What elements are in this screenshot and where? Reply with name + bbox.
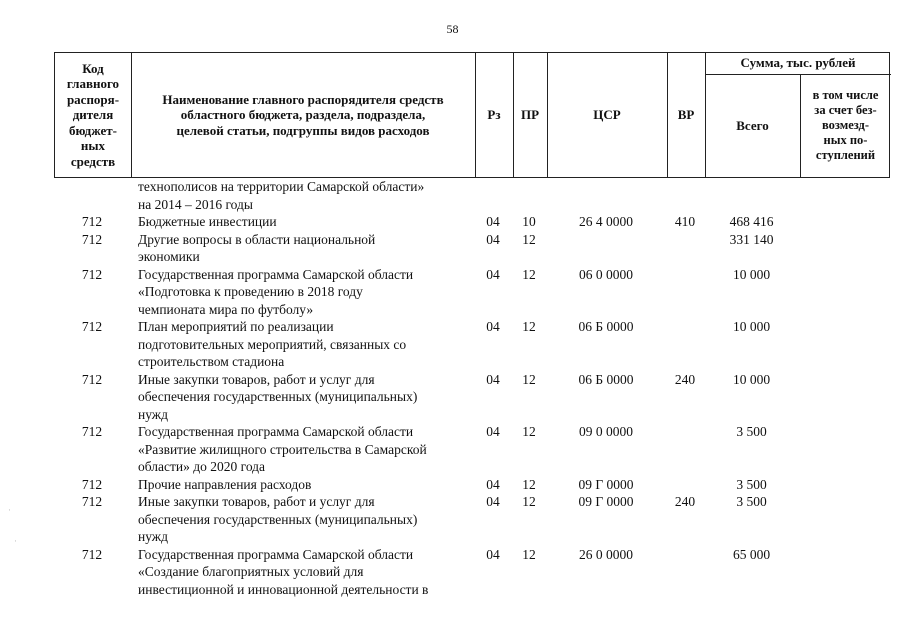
row-pr: 12	[522, 231, 536, 247]
row-code: 712	[81, 476, 103, 492]
table-row	[54, 476, 890, 494]
row-pr: 12	[522, 476, 536, 492]
row-name: Иные закупки товаров, работ и услуг для обеспечения государственных (муниципальных) нужд	[138, 371, 418, 422]
header-name: Наименование главного распорядителя средств областного бюджета, раздела, подраздела, целевой статьи, подгруппы видов расходов	[162, 91, 444, 138]
header-code: Код главного распоря- дителя бюджет- ных средств	[66, 60, 120, 169]
row-code: 712	[81, 424, 103, 439]
scan-artifact: ·	[14, 536, 17, 546]
row-csr: 09 0 0000	[579, 424, 633, 439]
row-rz: 04	[486, 371, 500, 387]
row-name: Другие вопросы в области национальной экономики	[138, 231, 376, 264]
row-name: Прочие направления расходов	[138, 476, 312, 492]
row-pr: 12	[522, 371, 536, 387]
row-total: 10 000	[732, 371, 771, 387]
table-row	[54, 266, 890, 319]
row-rz: 04	[486, 231, 500, 247]
table-row	[54, 493, 890, 546]
row-total: 3 500	[736, 494, 767, 509]
row-total: 10 000	[732, 319, 771, 334]
row-vr: 240	[674, 494, 696, 509]
row-total: 3 500	[736, 476, 767, 492]
table-header	[54, 52, 890, 178]
row-pr: 12	[522, 424, 536, 439]
header-gratuitous: в том числе за счет без- возмезд- ных по- ступлений	[812, 88, 879, 162]
header-vr: ВР	[677, 107, 695, 123]
row-code: 712	[81, 214, 103, 229]
row-name: Иные закупки товаров, работ и услуг для обеспечения государственных (муниципальных) нужд	[138, 494, 418, 544]
header-sum: Сумма, тыс. рублей	[740, 55, 856, 71]
row-pr: 12	[522, 494, 536, 509]
row-total: 3 500	[736, 424, 767, 439]
row-total: 468 416	[729, 214, 774, 229]
row-rz: 04	[486, 424, 500, 439]
header-total: Всего	[736, 117, 769, 133]
table-row	[54, 178, 890, 213]
row-csr: 26 0 0000	[579, 546, 633, 562]
row-csr: 06 Б 0000	[578, 371, 634, 387]
header-pr: ПР	[520, 107, 540, 123]
row-csr: 26 4 0000	[579, 214, 633, 229]
row-vr: 410	[674, 214, 696, 229]
row-name: План мероприятий по реализации подготовительных мероприятий, связанных со строительством стадиона	[138, 319, 407, 369]
row-rz: 04	[486, 266, 500, 282]
row-total: 65 000	[732, 546, 771, 562]
row-csr: 09 Г 0000	[578, 494, 634, 509]
row-csr: 09 Г 0000	[578, 476, 634, 492]
row-pr: 12	[522, 319, 536, 334]
table-row	[54, 423, 890, 476]
row-name: Государственная программа Самарской области «Создание благоприятных условий для инвестиционной и инновационной деятельности в	[138, 546, 429, 597]
table-row	[54, 318, 890, 371]
table-row	[54, 231, 890, 266]
row-csr: 06 0 0000	[579, 266, 633, 282]
table-row	[54, 371, 890, 424]
row-vr: 240	[674, 371, 696, 387]
row-rz: 04	[486, 494, 500, 509]
header-rz: Рз	[487, 107, 501, 123]
row-code: 712	[81, 231, 103, 247]
row-rz: 04	[486, 214, 500, 229]
row-code: 712	[81, 494, 103, 509]
row-total: 10 000	[732, 266, 771, 282]
row-code: 712	[81, 266, 103, 282]
row-total: 331 140	[729, 231, 774, 247]
row-name: технополисов на территории Самарской области» на 2014 – 2016 годы	[138, 179, 425, 212]
row-code: 712	[81, 319, 103, 334]
row-csr: 06 Б 0000	[578, 319, 634, 334]
row-rz: 04	[486, 546, 500, 562]
row-name: Государственная программа Самарской области «Развитие жилищного строительства в Самарской области» до 2020 года	[138, 424, 427, 474]
page-number: 58	[446, 22, 459, 36]
row-name: Государственная программа Самарской области «Подготовка к проведению в 2018 году чемпионата мира по футболу»	[138, 266, 414, 317]
row-code: 712	[81, 371, 103, 387]
table-body	[54, 178, 890, 598]
row-pr: 12	[522, 266, 536, 282]
row-rz: 04	[486, 319, 500, 334]
row-pr: 10	[522, 214, 536, 229]
header-csr: ЦСР	[593, 107, 621, 123]
row-code: 712	[81, 546, 103, 562]
row-pr: 12	[522, 546, 536, 562]
table-row	[54, 213, 890, 231]
scan-artifact: ·	[8, 505, 11, 515]
row-name: Бюджетные инвестиции	[138, 214, 277, 229]
row-rz: 04	[486, 476, 500, 492]
table-row	[54, 546, 890, 599]
